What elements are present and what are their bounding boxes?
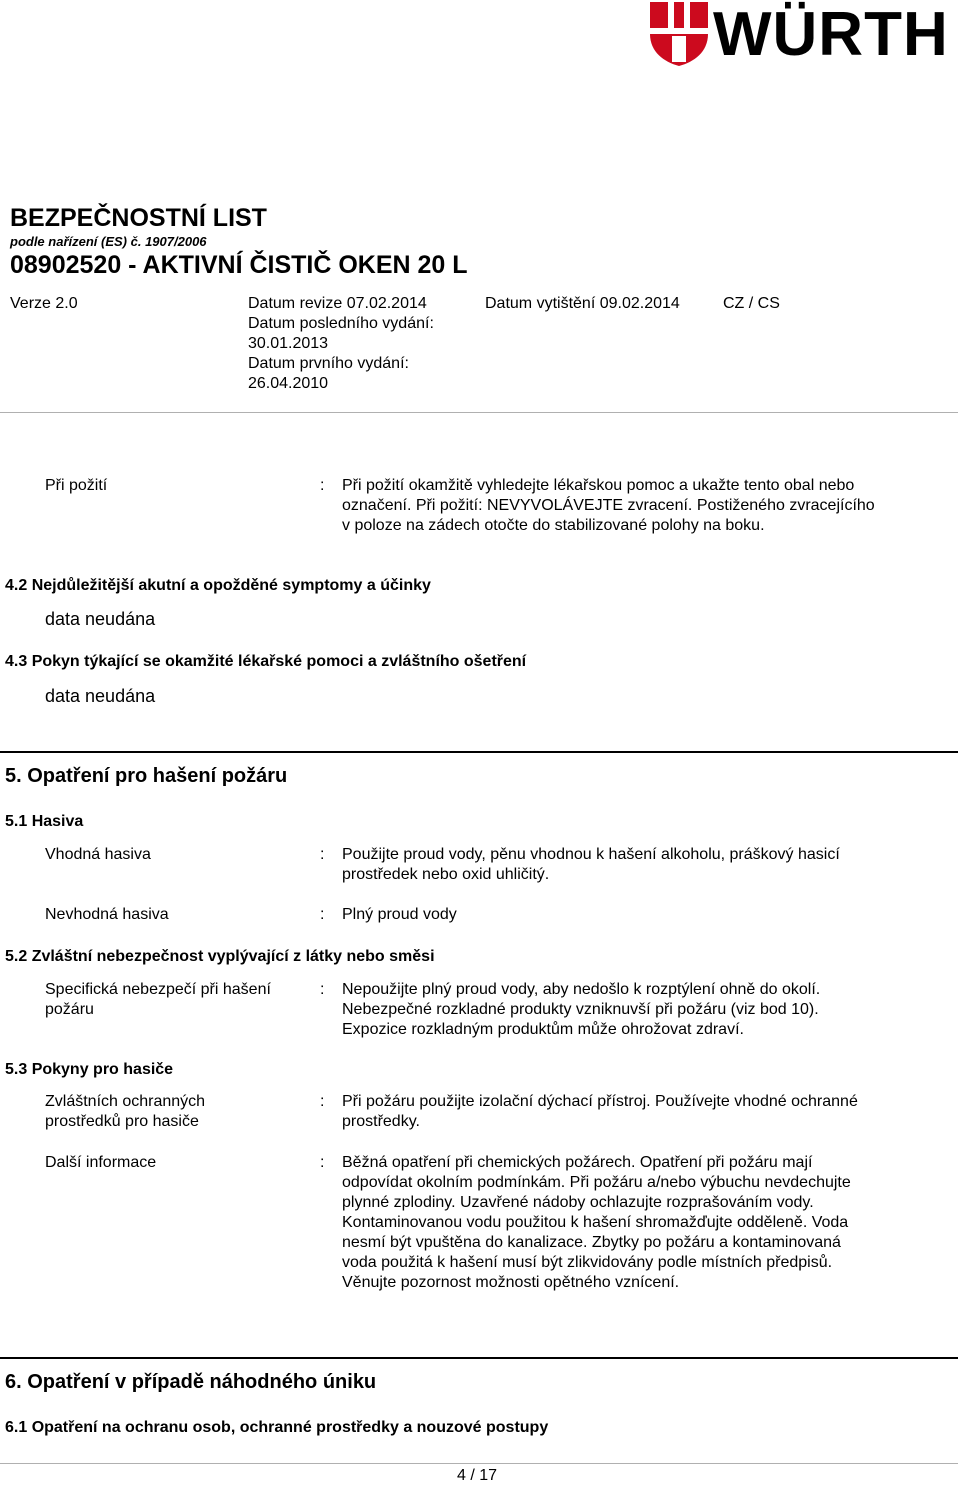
unsuitable-media-text: Plný proud vody	[342, 906, 457, 923]
header-divider	[0, 412, 958, 413]
further-info-colon: :	[320, 1154, 325, 1171]
further-info-label: Další informace	[45, 1154, 157, 1171]
section-4-3-heading: 4.3 Pokyn týkající se okamžité lékařské pomoci a zvláštního ošetření	[5, 653, 527, 670]
first-issue-label: Datum prvního vydání:	[248, 355, 409, 372]
section-4-2-text: data neudána	[45, 609, 156, 629]
section-5-2-heading: 5.2 Zvláštní nebezpečnost vyplývající z látky nebo směsi	[5, 948, 435, 965]
section-6-divider	[0, 1357, 958, 1359]
unsuitable-media-label: Nevhodná hasiva	[45, 906, 169, 923]
locale: CZ / CS	[723, 295, 780, 312]
last-issue-value: 30.01.2013	[248, 335, 329, 352]
first-issue-value: 26.04.2010	[248, 375, 329, 392]
firefighter-equipment-label: Zvláštních ochranných prostředků pro hasiče	[45, 1093, 206, 1130]
product-name: 08902520 - AKTIVNÍ ČISTIČ OKEN 20 L	[10, 251, 468, 279]
suitable-media-label: Vhodná hasiva	[45, 846, 151, 863]
revision-date: Datum revize 07.02.2014	[248, 295, 427, 312]
section-5-1-heading: 5.1 Hasiva	[5, 813, 84, 830]
footer-divider	[0, 1463, 958, 1464]
suitable-media-colon: :	[320, 846, 325, 863]
section-5-divider	[0, 751, 958, 753]
section-4-3-text: data neudána	[45, 686, 156, 706]
wurth-logo-text: WÜRTH	[713, 0, 949, 69]
wurth-emblem-icon	[648, 0, 710, 68]
section-5-title: 5. Opatření pro hašení požáru	[5, 765, 288, 787]
firefighter-equipment-colon: :	[320, 1093, 325, 1110]
document-title: BEZPEČNOSTNÍ LIST	[10, 204, 267, 232]
last-issue-label: Datum posledního vydání:	[248, 315, 434, 332]
regulation-note: podle nařízení (ES) č. 1907/2006	[10, 234, 207, 249]
print-date: Datum vytištění 09.02.2014	[485, 295, 680, 312]
ingestion-colon: :	[320, 477, 325, 494]
unsuitable-media-colon: :	[320, 906, 325, 923]
ingestion-label: Při požití	[45, 477, 108, 494]
section-5-3-heading: 5.3 Pokyny pro hasiče	[5, 1061, 174, 1078]
ingestion-text: Při požití okamžitě vyhledejte lékařskou pomoc a ukažte tento obal nebo označení. Při požití: NEVYVOLÁVEJTE zvracení. Postiženého zvracejícího v poloze na zádech otočte do stabilizované polohy na boku.	[342, 477, 875, 534]
suitable-media-text: Použijte proud vody, pěnu vhodnou k hašení alkoholu, práškový hasicí prostředek nebo oxid uhličitý.	[342, 846, 840, 883]
section-6-1-heading: 6.1 Opatření na ochranu osob, ochranné prostředky a nouzové postupy	[5, 1419, 549, 1436]
section-4-2-heading: 4.2 Nejdůležitější akutní a opožděné symptomy a účinky	[5, 577, 431, 594]
specific-hazards-text: Nepoužijte plný proud vody, aby nedošlo k rozptýlení ohně do okolí. Nebezpečné rozkladné produkty vzniknuvší při požáru (viz bod 10). Expozice rozkladným produktům může ohrožovat zdraví.	[342, 981, 821, 1038]
page-number: 4 / 17	[457, 1467, 498, 1484]
specific-hazards-label: Specifická nebezpečí při hašení požáru	[45, 981, 271, 1018]
further-info-text: Běžná opatření při chemických požárech. Opatření při požáru mají odpovídat okolním podmínkám. Při požáru a/nebo výbuchu nevdechujte plynné zplodiny. Uzavřené nádoby ochlazujte rozprašováním vody. Kontaminovanou vodu použitou k hašení shromažďujte odděleně. Voda nesmí být vpuštěna do kanalizace. Zbytky po požáru a kontaminovaná voda použitá k hašení musí být zlikvidovány podle místních předpisů. Věnujte pozornost možnosti opětného vznícení.	[342, 1154, 851, 1291]
version: Verze 2.0	[10, 295, 78, 312]
specific-hazards-colon: :	[320, 981, 325, 998]
firefighter-equipment-text: Při požáru použijte izolační dýchací přístroj. Používejte vhodné ochranné prostředky.	[342, 1093, 858, 1130]
section-6-title: 6. Opatření v případě náhodného úniku	[5, 1371, 377, 1393]
